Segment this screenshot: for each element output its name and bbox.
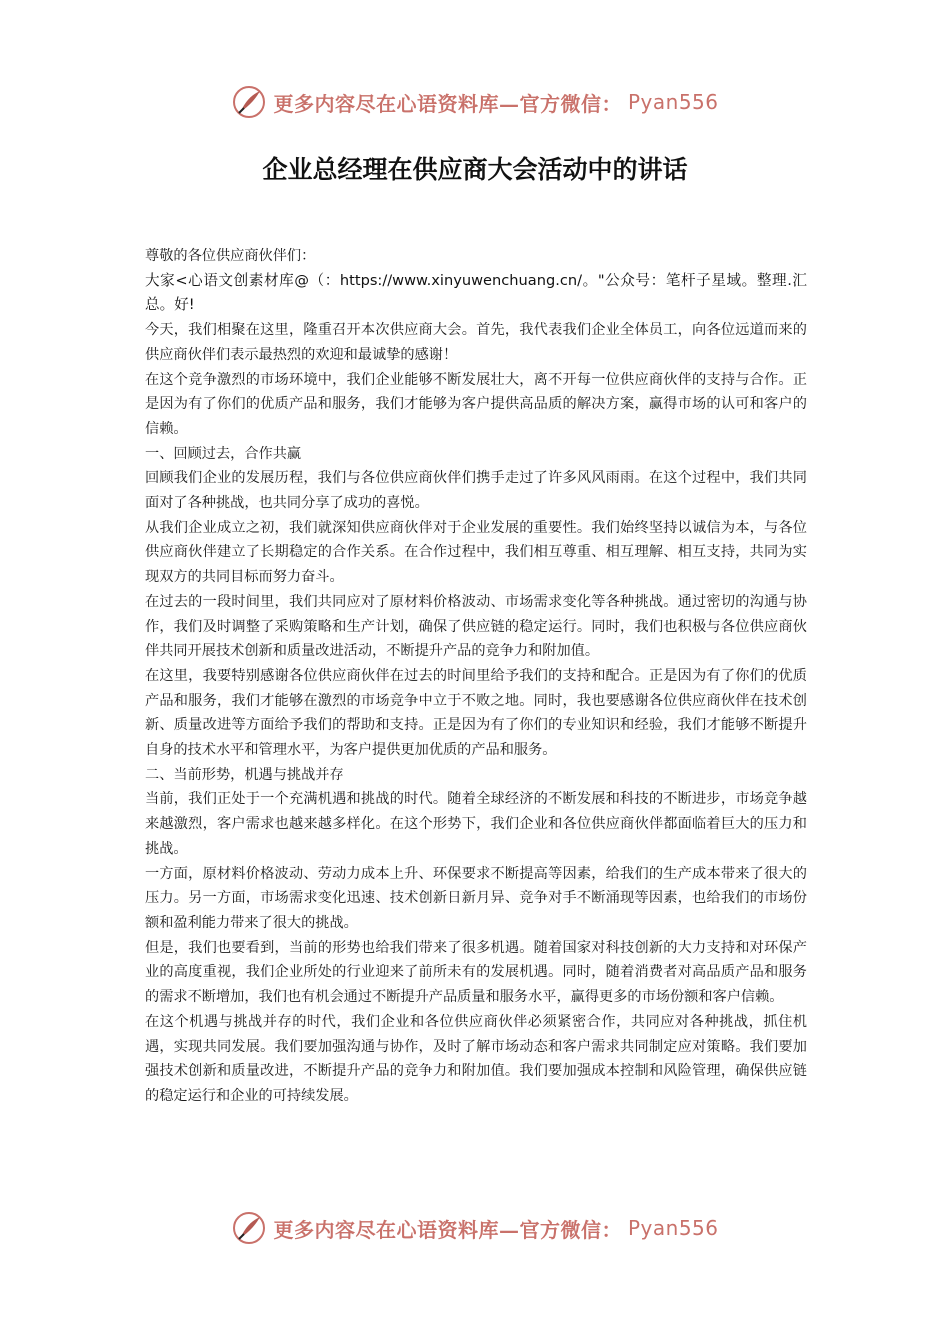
paragraph: 今天，我们相聚在这里，隆重召开本次供应商大会。首先，我代表我们企业全体员工，向各位远道而来的供应商伙伴们表示最热烈的欢迎和最诚挚的感谢！ (145, 322, 807, 363)
paragraph: 在这个机遇与挑战并存的时代，我们企业和各位供应商伙伴必须紧密合作，共同应对各种挑战，抓住机遇，实现共同发展。我们要加强沟通与协作，及时了解市场动态和客户需求共同制定应对策略。我们要加强技术创新和质量改进，不断提升产品的竞争力和附加值。我们要加强成本控制和风险管理，确保供应链的稳定运行和企业的可持续发展。 (145, 1013, 807, 1104)
source-note: 大家<心语文创素材库@（：https://www.xinyuwenchuang.cn/。"公众号：笔杆子星域。整理.汇总。好! (145, 271, 807, 314)
header-banner (0, 82, 950, 122)
footer-banner (0, 1208, 950, 1248)
quill-logo-icon (231, 1210, 267, 1246)
quill-logo-icon (231, 84, 267, 120)
paragraph: 回顾我们企业的发展历程，我们与各位供应商伙伴们携手走过了许多风风雨雨。在这个过程中，我们共同面对了各种挑战，也共同分享了成功的喜悦。 (145, 470, 807, 512)
paragraph: 在这里，我要特别感谢各位供应商伙伴在过去的时间里给予我们的支持和配合。正是因为有了你们的优质产品和服务，我们才能够在激烈的市场竞争中立于不败之地。同时，我也要感谢各位供应商伙伴在技术创新、质量改进等方面给予我们的帮助和支持。正是因为有了你们的专业知识和经验，我们才能够不断提升自身的技术水平和管理水平，为客户提供更加优质的产品和服务。 (145, 667, 807, 759)
document-body (145, 244, 807, 1109)
paragraph: 在这个竞争激烈的市场环境中，我们企业能够不断发展壮大，离不开每一位供应商伙伴的支持与合作。正是因为有了你们的优质产品和服务，我们才能够为客户提供高品质的解决方案，赢得市场的认可和客户的信赖。 (145, 371, 807, 437)
paragraph: 一方面，原材料价格波动、劳动力成本上升、环保要求不断提高等因素，给我们的生产成本带来了很大的压力。另一方面，市场需求变化迅速、技术创新日新月异、竞争对手不断涌现等因素，也给我们的市场份额和盈利能力带来了很大的挑战。 (145, 865, 807, 931)
salutation: 尊敬的各位供应商伙伴们： (145, 248, 316, 264)
paragraph: 当前，我们正处于一个充满机遇和挑战的时代。随着全球经济的不断发展和科技的不断进步，市场竞争越来越激烈，客户需求也越来越多样化。在这个形势下，我们企业和各位供应商伙伴都面临着巨大的压力和挑战。 (145, 791, 807, 857)
paragraph: 从我们企业成立之初，我们就深知供应商伙伴对于企业发展的重要性。我们始终坚持以诚信为本，与各位供应商伙伴建立了长期稳定的合作关系。在合作过程中，我们相互尊重、相互理解、相互支持，共同为实现双方的共同目标而努力奋斗。 (145, 519, 807, 586)
banner-text: 更多内容尽在心语资料库—官方微信： (273, 91, 622, 116)
banner-text: 更多内容尽在心语资料库—官方微信： (273, 1217, 622, 1242)
banner-contact: Pyan556 (627, 1216, 719, 1240)
paragraph: 但是，我们也要看到，当前的形势也给我们带来了很多机遇。随着国家对科技创新的大力支持和对环保产业的高度重视，我们企业所处的行业迎来了前所未有的发展机遇。同时，随着消费者对高品质产品和服务的需求不断增加，我们也有机会通过不断提升产品质量和服务水平，赢得更多的市场份额和客户信赖。 (145, 939, 807, 1006)
document-title: 企业总经理在供应商大会活动中的讲话 (262, 155, 688, 184)
section-heading: 二、当前形势，机遇与挑战并存 (145, 766, 344, 783)
banner-contact: Pyan556 (627, 90, 719, 114)
paragraph: 在过去的一段时间里，我们共同应对了原材料价格波动、市场需求变化等各种挑战。通过密切的沟通与协作，我们及时调整了采购策略和生产计划，确保了供应链的稳定运行。同时，我们也积极与各位供应商伙伴共同开展技术创新和质量改进活动，不断提升产品的竞争力和附加值。 (145, 593, 807, 660)
section-heading: 一、回顾过去，合作共赢 (145, 445, 302, 462)
